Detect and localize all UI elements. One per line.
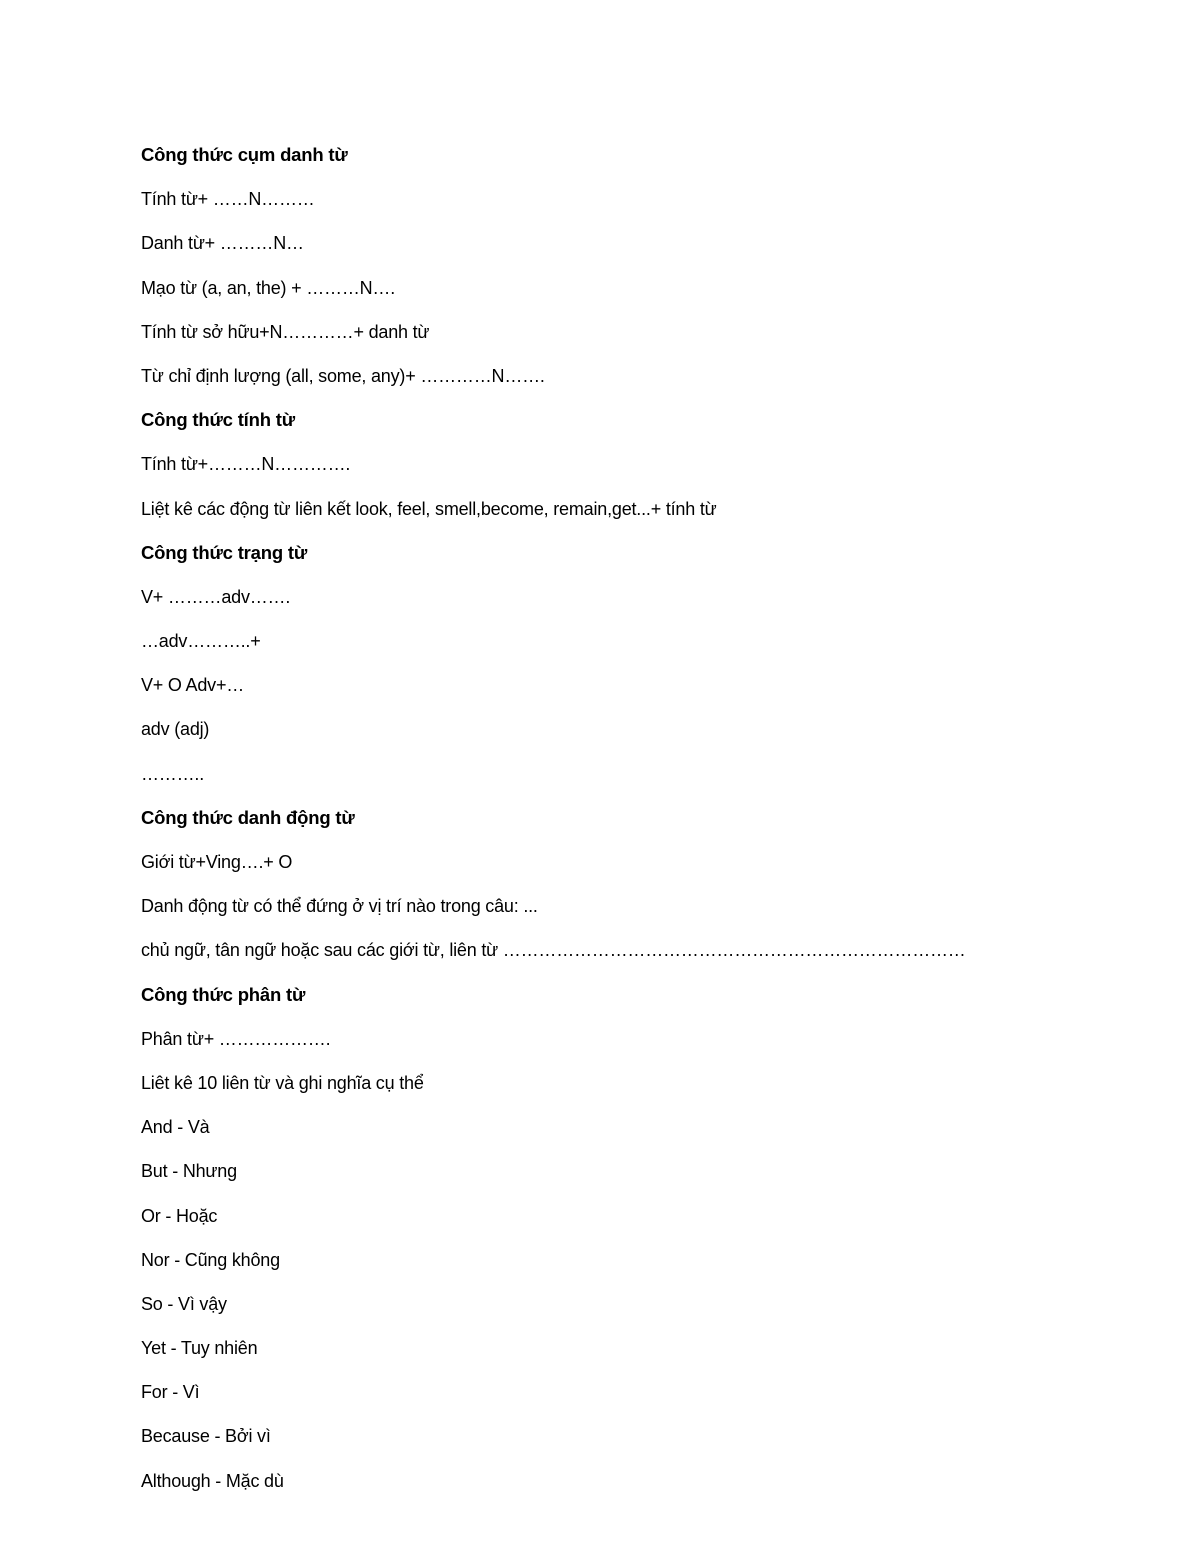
text-line: Giới từ+Ving….+ O xyxy=(141,852,293,872)
section-heading: Công thức trạng từ xyxy=(141,541,308,563)
text-line: Tính từ sở hữu+N…………+ danh từ xyxy=(141,321,430,342)
text-line: But - Nhưng xyxy=(141,1161,237,1182)
text-line: ……….. xyxy=(141,763,205,784)
text-line: So - Vì vậy xyxy=(141,1293,227,1314)
section-heading: Công thức danh động từ xyxy=(141,806,355,828)
section-heading: Công thức phân từ xyxy=(141,983,306,1005)
text-line: Because - Bởi vì xyxy=(141,1426,271,1447)
text-line: chủ ngữ, tân ngữ hoặc sau các giới từ, liên từ …………………………………………………………………… xyxy=(141,940,966,961)
text-line: Tính từ+………N…………. xyxy=(141,454,351,475)
text-line: Liệt kê các động từ liên kết look, feel, smell,become, remain,get...+ tính từ xyxy=(141,498,717,519)
text-line: …adv………..+ xyxy=(141,631,261,652)
text-line: Or - Hoặc xyxy=(141,1205,218,1226)
text-line: For - Vì xyxy=(141,1382,200,1403)
section-heading: Công thức tính từ xyxy=(141,409,295,431)
text-line: Mạo từ (a, an, the) + ………N…. xyxy=(141,277,396,298)
text-line: Although - Mặc dù xyxy=(141,1470,284,1491)
section-heading: Công thức cụm danh từ xyxy=(141,144,348,165)
text-line: Tính từ+ ……N……… xyxy=(141,189,315,210)
text-line: And - Và xyxy=(141,1117,210,1138)
text-line: Danh từ+ ………N… xyxy=(141,233,304,254)
text-line: Nor - Cũng không xyxy=(141,1249,280,1270)
text-line: Liêt kê 10 liên từ và ghi nghĩa cụ thể xyxy=(141,1072,424,1093)
text-line: Phân từ+ ………………. xyxy=(141,1028,331,1049)
document-body xyxy=(141,140,1141,1510)
text-line: adv (adj) xyxy=(141,719,210,740)
text-line: V+ ………adv……. xyxy=(141,586,291,607)
text-line: Yet - Tuy nhiên xyxy=(141,1338,258,1359)
text-line: Từ chỉ định lượng (all, some, any)+ …………N……. xyxy=(141,365,545,386)
text-line: V+ O Adv+… xyxy=(141,675,245,696)
text-line: Danh động từ có thể đứng ở vị trí nào trong câu: ... xyxy=(141,896,538,917)
